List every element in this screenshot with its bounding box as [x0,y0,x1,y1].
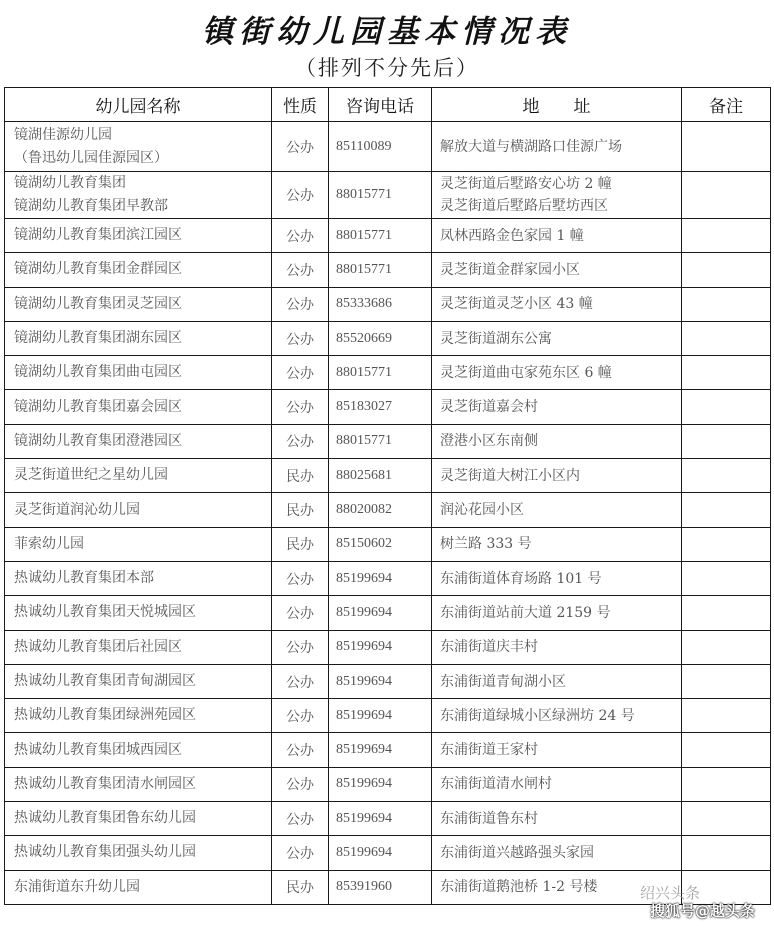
name-line: 热诚幼儿教育集团天悦城园区 [14,604,196,621]
address-line: 树兰路 333 号 [440,536,532,553]
table-row [5,122,771,172]
address-line: 灵芝街道金群家园小区 [440,261,580,278]
cell-phone: 88015771 [329,219,432,253]
cell-phone: 85199694 [329,733,432,767]
cell-nature: 公办 [272,321,329,355]
cell-name [5,459,272,493]
cell-address [432,527,682,561]
cell-address [432,596,682,630]
cell-name [5,596,272,630]
cell-phone: 85199694 [329,561,432,595]
name-line: 热诚幼儿教育集团后社园区 [14,638,182,655]
cell-notes [682,802,771,836]
header-notes: 备注 [682,88,771,122]
table-row [5,630,771,664]
cell-name [5,287,272,321]
cell-address [432,630,682,664]
cell-phone: 85333686 [329,287,432,321]
cell-phone: 85150602 [329,527,432,561]
cell-address [432,219,682,253]
cell-address [432,122,682,172]
cell-address [432,321,682,355]
table-row [5,424,771,458]
name-line: 镜湖幼儿教育集团曲屯园区 [14,364,182,381]
cell-nature: 公办 [272,219,329,253]
cell-address [432,356,682,390]
cell-notes [682,424,771,458]
cell-name [5,767,272,801]
table-row [5,527,771,561]
name-line: 镜湖幼儿教育集团金群园区 [14,261,182,278]
table-row [5,767,771,801]
cell-notes [682,630,771,664]
cell-nature: 民办 [272,870,329,904]
cell-address [432,561,682,595]
cell-address [432,493,682,527]
cell-name [5,561,272,595]
cell-notes [682,527,771,561]
address-line: 东浦街道鲁东村 [440,810,538,827]
cell-name [5,493,272,527]
cell-notes [682,561,771,595]
table-row [5,321,771,355]
table-row [5,699,771,733]
table-row [5,356,771,390]
cell-name [5,390,272,424]
header-nature: 性质 [272,88,329,122]
address-line: 灵芝街道嘉会村 [440,399,538,416]
cell-phone: 85199694 [329,630,432,664]
name-line: 镜湖幼儿教育集团滨江园区 [14,227,182,244]
address-line: 灵芝街道灵芝小区 43 幢 [440,296,593,313]
name-line: 镜湖幼儿教育集团 [14,175,126,191]
name-line: 东浦街道东升幼儿园 [14,878,140,895]
cell-phone: 85199694 [329,767,432,801]
cell-nature: 民办 [272,493,329,527]
cell-notes [682,219,771,253]
cell-name [5,219,272,253]
cell-nature: 公办 [272,630,329,664]
name-line: 灵芝街道世纪之星幼儿园 [14,467,168,484]
table-body [5,122,771,905]
table-row [5,459,771,493]
cell-address [432,287,682,321]
cell-nature: 公办 [272,561,329,595]
cell-phone: 88015771 [329,172,432,219]
cell-notes [682,122,771,172]
address-line: 东浦街道站前大道 2159 号 [440,604,611,621]
cell-notes [682,733,771,767]
table-row [5,596,771,630]
cell-notes [682,321,771,355]
cell-nature: 公办 [272,424,329,458]
cell-notes [682,356,771,390]
cell-nature: 公办 [272,122,329,172]
cell-nature: 公办 [272,802,329,836]
cell-notes [682,253,771,287]
cell-phone: 85391960 [329,870,432,904]
cell-name [5,253,272,287]
address-line: 东浦街道兴越路强头家园 [440,844,594,861]
cell-nature: 公办 [272,699,329,733]
name-line: 热诚幼儿教育集团强头幼儿园 [14,844,196,861]
cell-notes [682,172,771,219]
cell-address [432,459,682,493]
cell-nature: 民办 [272,459,329,493]
cell-notes [682,767,771,801]
table-row [5,836,771,870]
cell-notes [682,870,771,904]
cell-name [5,836,272,870]
name-line: 热诚幼儿教育集团绿洲苑园区 [14,707,196,724]
address-line: 灵芝街道曲屯家苑东区 6 幢 [440,364,612,381]
cell-nature: 公办 [272,664,329,698]
address-line: 东浦街道体育场路 101 号 [440,570,602,587]
cell-address [432,733,682,767]
cell-nature: 民办 [272,527,329,561]
name-line: 热诚幼儿教育集团青甸湖园区 [14,673,196,689]
cell-phone: 88020082 [329,493,432,527]
cell-name [5,122,272,172]
table-row [5,172,771,219]
cell-address [432,802,682,836]
cell-name [5,356,272,390]
cell-phone: 88015771 [329,253,432,287]
name-line: 镜湖幼儿教育集团嘉会园区 [14,398,182,415]
name-line: 热诚幼儿教育集团本部 [14,570,154,587]
cell-phone: 85520669 [329,321,432,355]
cell-address [432,870,682,904]
cell-name [5,664,272,698]
address-line: 灵芝街道大树江小区内 [440,467,580,484]
table-row [5,664,771,698]
table-row [5,287,771,321]
cell-address [432,172,682,219]
table-row [5,493,771,527]
cell-address [432,836,682,870]
name-line: 热诚幼儿教育集团鲁东幼儿园 [14,810,196,827]
address-line: 东浦街道绿城小区绿洲坊 24 号 [440,707,635,724]
cell-notes [682,287,771,321]
address-line: 东浦街道王家村 [440,742,538,759]
cell-phone: 88025681 [329,459,432,493]
address-line: 东浦街道鹅池桥 1-2 号楼 [440,879,598,896]
kindergarten-table [4,87,771,905]
cell-name [5,424,272,458]
address-line: 灵芝街道后墅路后墅坊西区 [440,198,608,214]
table-header-row [5,88,771,122]
name-line: 热诚幼儿教育集团城西园区 [14,741,182,758]
header-name: 幼儿园名称 [5,88,272,122]
cell-name [5,870,272,904]
cell-name [5,321,272,355]
cell-phone: 85199694 [329,596,432,630]
cell-phone: 85199694 [329,802,432,836]
cell-nature: 公办 [272,172,329,219]
cell-notes [682,493,771,527]
cell-address [432,253,682,287]
cell-phone: 85183027 [329,390,432,424]
address-line: 澄港小区东南侧 [440,433,538,450]
address-line: 润沁花园小区 [440,502,524,519]
cell-phone: 85199694 [329,664,432,698]
name-line: 灵芝街道润沁幼儿园 [14,501,140,518]
address-line: 凤林西路金色家园 1 幢 [440,227,584,244]
address-line: 解放大道与横湖路口佳源广场 [440,138,622,155]
cell-name [5,630,272,664]
cell-nature: 公办 [272,253,329,287]
cell-phone: 88015771 [329,356,432,390]
table-row [5,561,771,595]
cell-nature: 公办 [272,733,329,767]
cell-phone: 85199694 [329,699,432,733]
cell-nature: 公办 [272,767,329,801]
cell-nature: 公办 [272,356,329,390]
document-title: 镇街幼儿园基本情况表 [202,14,572,50]
table-row [5,733,771,767]
cell-notes [682,596,771,630]
address-line: 东浦街道庆丰村 [440,639,538,656]
cell-address [432,424,682,458]
cell-address [432,767,682,801]
name-line: 菲索幼儿园 [14,535,84,552]
cell-phone: 85110089 [329,122,432,172]
cell-name [5,802,272,836]
address-line: 灵芝街道后墅路安心坊 2 幢 [440,176,612,192]
cell-address [432,699,682,733]
cell-phone: 85199694 [329,836,432,870]
cell-nature: 公办 [272,390,329,424]
table-row [5,219,771,253]
name-line: 镜湖幼儿教育集团早教部 [14,198,168,214]
table-row [5,802,771,836]
cell-nature: 公办 [272,287,329,321]
cell-notes [682,836,771,870]
name-line: 镜湖幼儿教育集团灵芝园区 [14,295,182,312]
cell-phone: 88015771 [329,424,432,458]
address-line: 东浦街道青甸湖小区 [440,673,566,690]
name-line: （鲁迅幼儿园佳源园区） [14,149,168,166]
table-row [5,390,771,424]
cell-name [5,172,272,219]
address-line: 东浦街道清水闸村 [440,776,552,793]
cell-name [5,527,272,561]
cell-notes [682,699,771,733]
watermark-line2: 搜狐号@越头条 [650,902,756,920]
cell-name [5,733,272,767]
cell-name [5,699,272,733]
table-row [5,253,771,287]
cell-notes [682,664,771,698]
header-phone: 咨询电话 [329,88,432,122]
address-line: 灵芝街道湖东公寓 [440,330,552,347]
name-line: 镜湖幼儿教育集团湖东园区 [14,330,182,347]
name-line: 镜湖幼儿教育集团澄港园区 [14,432,182,449]
cell-nature: 公办 [272,836,329,870]
cell-notes [682,459,771,493]
header-address: 地 址 [432,88,682,122]
table-row [5,870,771,904]
cell-notes [682,390,771,424]
name-line: 热诚幼儿教育集团清水闸园区 [14,775,196,792]
document-subtitle: （排列不分先后） [295,56,479,80]
watermark-line1: 绍兴头条 [640,884,701,902]
cell-address [432,390,682,424]
cell-address [432,664,682,698]
name-line: 镜湖佳源幼儿园 [14,126,112,143]
cell-nature: 公办 [272,596,329,630]
